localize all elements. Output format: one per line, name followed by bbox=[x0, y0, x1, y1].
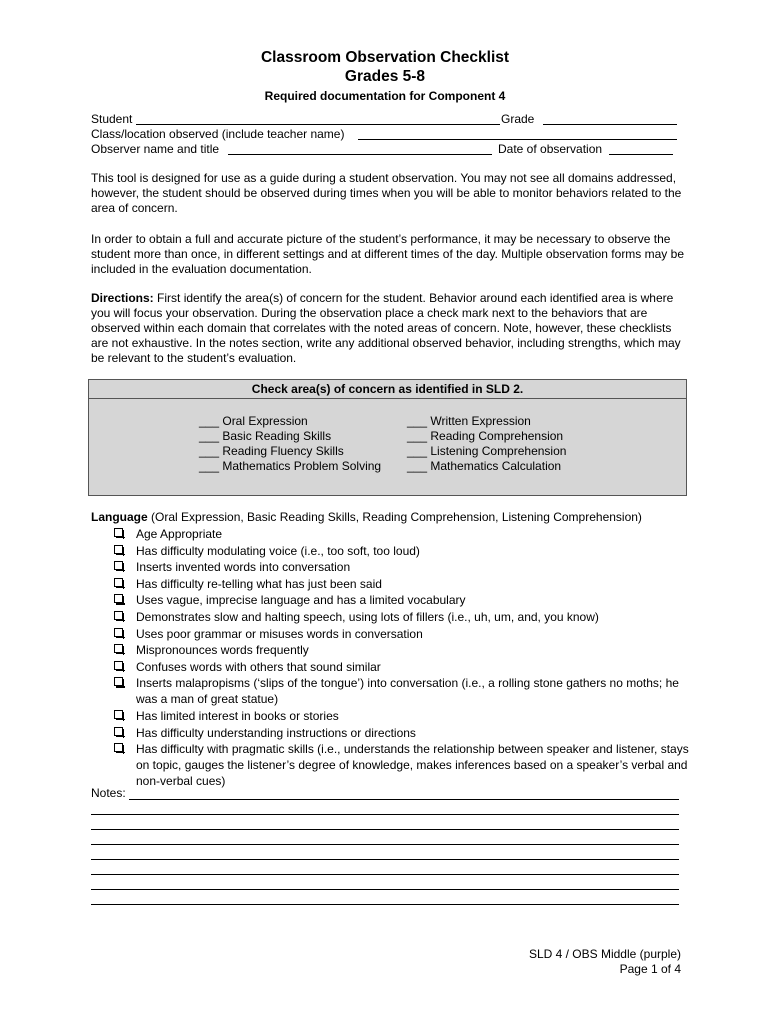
required-note: Required documentation for Component 4 bbox=[264, 89, 506, 103]
checklist-item-label: Has limited interest in books or stories bbox=[136, 708, 339, 723]
page-subtitle: Grades 5-8 bbox=[344, 68, 426, 85]
checkbox-icon[interactable] bbox=[114, 528, 123, 537]
notes-label: Notes: bbox=[91, 786, 126, 800]
class-location-label: Class/location observed (include teacher name) bbox=[91, 127, 345, 141]
checklist-item-label: Age Appropriate bbox=[136, 527, 223, 541]
notes-line[interactable] bbox=[91, 801, 679, 815]
checklist-item-label: Inserts malapropisms (‘slips of the tongue’) into conversation (i.e., a rolling stone gathers no moths; he was a man of great statue) bbox=[136, 676, 679, 707]
checkbox-icon[interactable] bbox=[114, 611, 123, 620]
language-section bbox=[91, 510, 691, 790]
date-label: Date of observation bbox=[498, 142, 603, 156]
concern-option[interactable]: ___ Reading Fluency Skills bbox=[199, 444, 344, 458]
checklist-item-label: Has difficulty with pragmatic skills (i.e., understands the relationship between speaker and listener, stays on topic, gauges the listener’s degree of knowledge, makes inferences based on a speaker’s verbal and non-verbal cues) bbox=[136, 742, 689, 789]
checkbox-icon[interactable] bbox=[114, 594, 123, 603]
concern-right-column bbox=[407, 414, 566, 474]
notes-line[interactable] bbox=[129, 786, 679, 800]
intro-paragraph-2: In order to obtain a full and accurate picture of the student’s performance, it may be necessary to observe the student more than once, in different settings and at different times of the day. Multiple observation forms may be included in the evaluation documentation. bbox=[91, 232, 684, 276]
checklist-item bbox=[112, 526, 691, 542]
notes-line[interactable] bbox=[91, 876, 679, 890]
checklist-item-label: Has difficulty modulating voice (i.e., too soft, too loud) bbox=[136, 543, 420, 558]
observer-label: Observer name and title bbox=[91, 142, 220, 156]
checkbox-icon[interactable] bbox=[114, 578, 123, 587]
notes-line[interactable] bbox=[91, 831, 679, 845]
checklist-item bbox=[112, 675, 691, 707]
checklist-item bbox=[112, 626, 691, 642]
language-checklist bbox=[112, 526, 691, 789]
form-id: SLD 4 / OBS Middle (purple) bbox=[528, 947, 681, 961]
checklist-item bbox=[112, 543, 691, 559]
language-subtitle: (Oral Expression, Basic Reading Skills, Reading Comprehension, Listening Comprehension) bbox=[151, 510, 642, 524]
page-footer bbox=[529, 947, 681, 977]
checklist-item bbox=[112, 741, 691, 789]
page-title: Classroom Observation Checklist bbox=[260, 49, 510, 66]
checklist-item bbox=[112, 559, 691, 575]
checkbox-icon[interactable] bbox=[114, 727, 123, 736]
checklist-item bbox=[112, 642, 691, 658]
concern-box bbox=[88, 379, 687, 496]
notes-line[interactable] bbox=[91, 816, 679, 830]
directions-label: Directions: bbox=[91, 291, 154, 305]
info-fields bbox=[91, 112, 681, 157]
language-heading bbox=[91, 510, 691, 526]
checklist-item-label: Has difficulty understanding instructions or directions bbox=[136, 725, 416, 740]
checklist-item-label: Has difficulty re-telling what has just been said bbox=[136, 576, 382, 591]
observer-field[interactable] bbox=[228, 142, 492, 155]
checklist-item bbox=[112, 659, 691, 675]
checkbox-icon[interactable] bbox=[114, 561, 123, 570]
checklist-item bbox=[112, 725, 691, 741]
page-number: Page 1 of 4 bbox=[619, 962, 681, 976]
checklist-item bbox=[112, 576, 691, 592]
checklist-item-label: Mispronounces words frequently bbox=[136, 643, 309, 658]
grade-label: Grade bbox=[501, 112, 535, 126]
class-location-field[interactable] bbox=[358, 127, 677, 140]
checklist-item bbox=[112, 592, 691, 608]
checkbox-icon[interactable] bbox=[114, 545, 123, 554]
checklist-item bbox=[112, 609, 691, 625]
checklist-item-label: Inserts invented words into conversation bbox=[136, 560, 351, 575]
concern-option[interactable]: ___ Oral Expression bbox=[199, 414, 308, 428]
checklist-item-label: Demonstrates slow and halting speech, using lots of fillers (i.e., uh, um, and, you know) bbox=[136, 609, 599, 624]
checkbox-icon[interactable] bbox=[114, 628, 123, 637]
checklist-item bbox=[112, 708, 691, 724]
concern-option[interactable]: ___ Mathematics Calculation bbox=[407, 459, 562, 473]
concern-box-heading: Check area(s) of concern as identified in SLD 2. bbox=[89, 380, 686, 399]
concern-left-column bbox=[199, 414, 381, 474]
directions-text: First identify the area(s) of concern for the student. Behavior around each identified area is where you will focus your observation. During the observation place a check mark next to the behaviors that are observed within each domain that correlates with the noted areas of concern. Note, however, these checklists are not exhaustive. In the notes section, write any additional observed behavior, including strengths, which may be relevant to the student’s evaluation. bbox=[91, 291, 681, 365]
student-label: Student bbox=[91, 112, 133, 126]
student-field[interactable] bbox=[136, 112, 500, 125]
concern-option[interactable]: ___ Written Expression bbox=[407, 414, 531, 428]
checklist-item-label: Uses poor grammar or misuses words in conversation bbox=[136, 626, 423, 641]
checkbox-icon[interactable] bbox=[114, 710, 123, 719]
date-field[interactable] bbox=[609, 142, 673, 155]
notes-line[interactable] bbox=[91, 846, 679, 860]
concern-option[interactable]: ___ Basic Reading Skills bbox=[199, 429, 332, 443]
title-block bbox=[0, 48, 770, 104]
intro-paragraph-1: This tool is designed for use as a guide during a student observation. You may not see all domains addressed, however, the student should be observed during times when you will be able to monitor behaviors related to the area of concern. bbox=[91, 171, 682, 215]
concern-option[interactable]: ___ Listening Comprehension bbox=[407, 444, 567, 458]
notes-line[interactable] bbox=[91, 891, 679, 905]
checklist-item-label: Uses vague, imprecise language and has a limited vocabulary bbox=[136, 593, 466, 608]
checkbox-icon[interactable] bbox=[114, 644, 123, 653]
grade-field[interactable] bbox=[543, 112, 677, 125]
checkbox-icon[interactable] bbox=[114, 743, 123, 752]
language-title: Language bbox=[91, 510, 148, 524]
concern-option[interactable]: ___ Mathematics Problem Solving bbox=[199, 459, 382, 473]
concern-option[interactable]: ___ Reading Comprehension bbox=[407, 429, 564, 443]
checkbox-icon[interactable] bbox=[114, 677, 123, 686]
notes-line[interactable] bbox=[91, 861, 679, 875]
checkbox-icon[interactable] bbox=[114, 661, 123, 670]
checklist-item-label: Confuses words with others that sound similar bbox=[136, 659, 381, 674]
directions-paragraph bbox=[91, 291, 691, 366]
